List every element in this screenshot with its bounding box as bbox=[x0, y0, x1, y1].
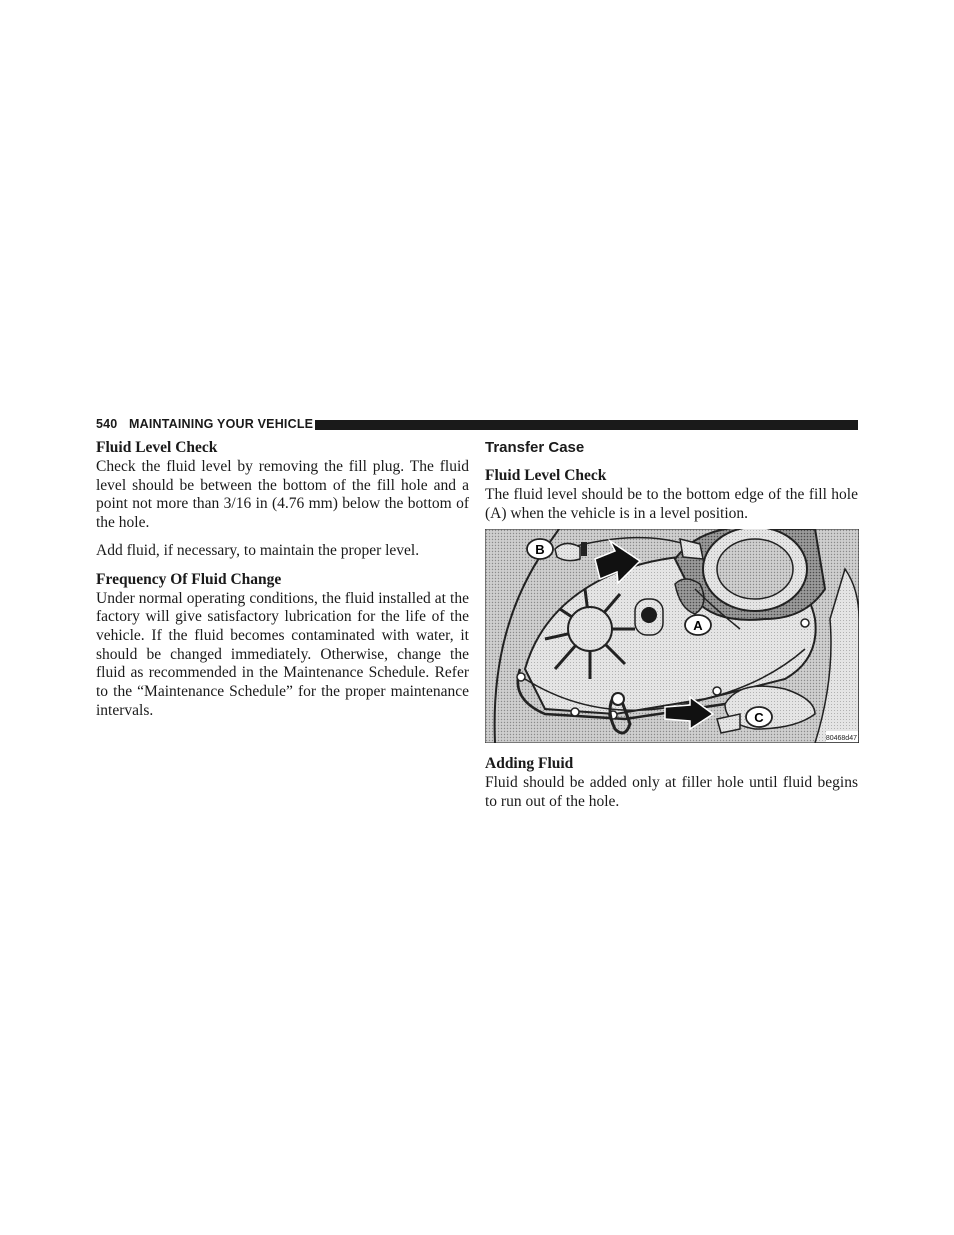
figure-code: 80468d47 bbox=[825, 735, 857, 743]
header-rule bbox=[315, 420, 858, 430]
add-fluid-text: Add fluid, if necessary, to maintain the proper level. bbox=[96, 541, 420, 559]
label-a: A bbox=[693, 618, 703, 634]
transfer-fluid-level-text: The fluid level should be to the bottom edge of the fill hole (A) when the vehicle is in a level position. bbox=[485, 486, 858, 522]
callout-c bbox=[746, 707, 772, 727]
frequency-text: Under normal operating conditions, the fluid installed at the factory will give satisfactory lubrication for the life of the vehicle. If the fluid becomes contaminated with water, it should be changed immediately. Otherwise, change the fluid as recommended in the Maintenance Schedule. Refer to the “Maintenance Schedule” for the proper maintenance intervals. bbox=[96, 589, 469, 719]
transfer-fluid-level-heading: Fluid Level Check bbox=[485, 467, 607, 484]
left-column bbox=[96, 438, 469, 720]
section-title: MAINTAINING YOUR VEHICLE bbox=[129, 417, 314, 431]
transfer-case-heading: Transfer Case bbox=[485, 439, 585, 456]
right-column bbox=[485, 438, 858, 812]
fluid-level-check-heading: Fluid Level Check bbox=[96, 439, 218, 456]
frequency-heading: Frequency Of Fluid Change bbox=[96, 570, 282, 588]
callout-b bbox=[527, 539, 553, 559]
transfer-case-figure bbox=[485, 529, 859, 743]
label-b: B bbox=[535, 542, 545, 558]
fluid-level-check-text: Check the fluid level by removing the fill plug. The fluid level should be between the bottom of the fill hole and a point not more than 3/16 in (4.76 mm) below the bottom of the hole. bbox=[96, 458, 469, 532]
callout-a bbox=[685, 615, 711, 635]
page-number: 540 bbox=[96, 417, 118, 431]
page-header bbox=[96, 416, 858, 434]
label-c: C bbox=[754, 710, 764, 726]
adding-fluid-text: Fluid should be added only at filler hole until fluid begins to run out of the hole. bbox=[485, 774, 858, 811]
adding-fluid-heading: Adding Fluid bbox=[485, 755, 574, 773]
